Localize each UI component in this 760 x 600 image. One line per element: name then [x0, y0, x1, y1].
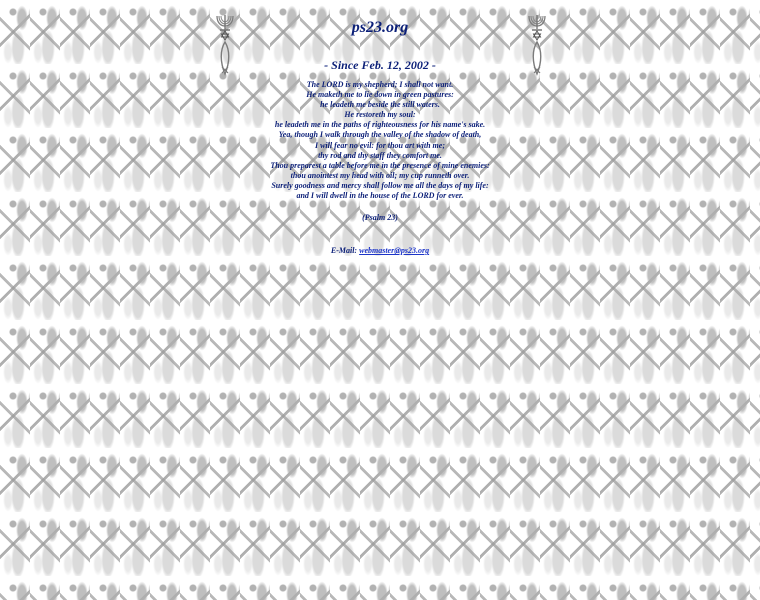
verse-line: He maketh me to lie down in green pastures: [306, 90, 454, 100]
verse-line: he leadeth me in the paths of righteousness for his name's sake. [274, 120, 486, 130]
verse-line: He restoreth my soul: [344, 110, 416, 120]
verse-line: he leadeth me beside the still waters. [320, 100, 440, 110]
email-label: E-Mail: [330, 246, 358, 256]
verse-line: and I will dwell in the house of the LORD for ever. [296, 191, 464, 201]
since-date: - Since Feb. 12, 2002 - [324, 58, 436, 72]
verse-line: Yea, though I walk through the valley of the shadow of death, [278, 130, 482, 140]
email-link[interactable]: webmaster@ps23.org [359, 246, 430, 256]
verse-line: The LORD is my shepherd; I shall not want. [306, 80, 454, 89]
verse-line: Surely goodness and mercy shall follow me all the days of my life: [271, 180, 489, 190]
verse-line: thou anointest my head with oil; my cup runneth over. [290, 170, 470, 180]
verse-line: thy rod and thy staff they comfort me. [318, 150, 442, 160]
verse-line: I will fear no evil: for thou art with me; [314, 140, 445, 150]
psalm-verse [190, 80, 570, 201]
psalm-citation: (Psalm 23) [362, 213, 398, 223]
email-contact [190, 246, 570, 256]
verse-line: Thou preparest a table before me in the presence of mine enemies: [270, 160, 490, 170]
site-title: ps23.org [351, 19, 409, 36]
main-content [190, 18, 570, 256]
